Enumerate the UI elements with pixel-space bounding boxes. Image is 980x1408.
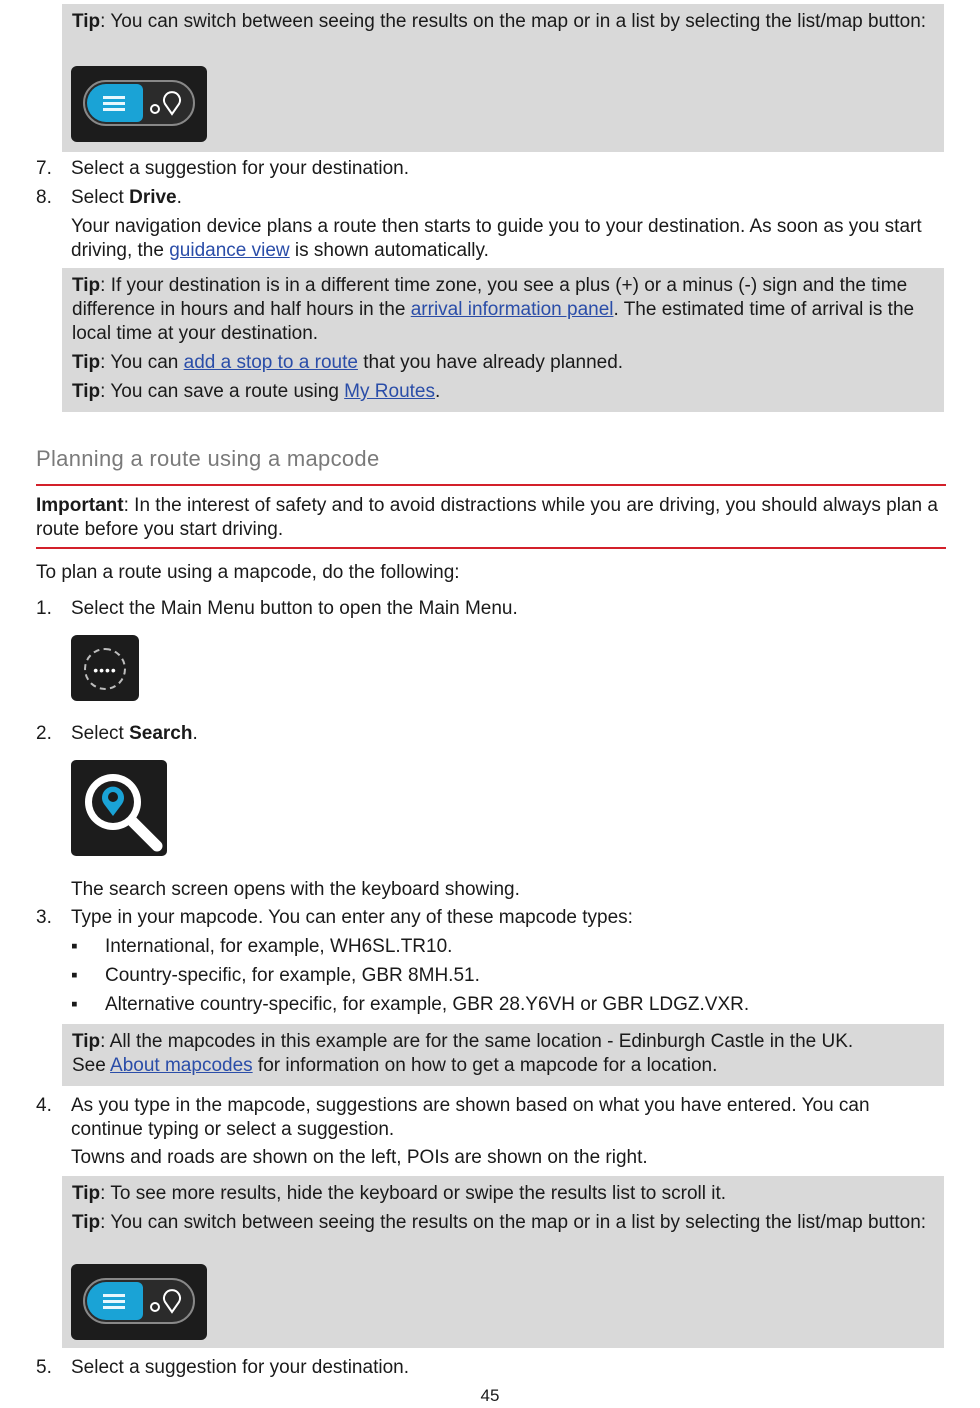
important-note: Important: In the interest of safety and to avoid distractions while you are driving, you should always plan a route before you start driving. — [36, 495, 938, 540]
tip-text: Tip: You can add a stop to a route that you have already planned. — [72, 352, 624, 373]
guidance-view-link[interactable]: guidance view — [169, 240, 290, 261]
tip-text: Tip: To see more results, hide the keyboard or swipe the results list to scroll it. — [72, 1183, 727, 1204]
list-map-toggle-icon — [83, 80, 195, 126]
step-text: Select Drive. — [71, 187, 182, 208]
step-number: 1. — [36, 598, 52, 619]
step-number: 8. — [36, 187, 52, 208]
intro-text: To plan a route using a mapcode, do the following: — [36, 562, 460, 583]
list-item: International, for example, WH6SL.TR10. — [105, 936, 453, 957]
bullet-marker: ▪ — [71, 994, 78, 1015]
step-text: Select Search. — [71, 723, 198, 744]
my-routes-link[interactable]: My Routes — [344, 381, 435, 402]
step-number: 4. — [36, 1095, 52, 1116]
page-number: 45 — [480, 1386, 500, 1405]
step-detail: Your navigation device plans a route then starts to guide you to your destination. As soon as you start driving, the guidance view is shown automatically. — [71, 216, 922, 261]
step-detail: The search screen opens with the keyboard showing. — [71, 879, 520, 900]
step-text: Select a suggestion for your destination. — [71, 158, 409, 179]
step-detail: Towns and roads are shown on the left, POIs are shown on the right. — [71, 1147, 648, 1168]
list-item: Alternative country-specific, for example, GBR 28.Y6VH or GBR LDGZ.VXR. — [105, 994, 750, 1015]
step-text: Select the Main Menu button to open the Main Menu. — [71, 598, 518, 619]
tip-box — [62, 1024, 944, 1086]
list-map-toggle-icon — [83, 1278, 195, 1324]
divider — [36, 484, 946, 486]
step-text: Select a suggestion for your destination. — [71, 1357, 409, 1378]
tip-text: Tip: You can switch between seeing the results on the map or in a list by selecting the list/map button: — [72, 11, 927, 32]
step-text: Type in your mapcode. You can enter any of these mapcode types: — [71, 907, 633, 928]
list-item: Country-specific, for example, GBR 8MH.51. — [105, 965, 480, 986]
step-number: 3. — [36, 907, 52, 928]
section-heading: Planning a route using a mapcode — [36, 446, 380, 471]
step-text: As you type in the mapcode, suggestions are shown based on what you have entered. You can continue typing or select a suggestion. — [71, 1095, 870, 1140]
divider — [36, 547, 946, 549]
list-map-button[interactable] — [71, 66, 207, 142]
bullet-marker: ▪ — [71, 965, 78, 986]
main-menu-button[interactable]: •••• — [71, 635, 139, 701]
list-map-button[interactable] — [71, 1264, 207, 1340]
tip-text: Tip: If your destination is in a different time zone, you see a plus (+) or a minus (-) sign and the time difference in hours and half hours in the arrival information panel. The estimated time of arrival is the local time at your destination. — [72, 275, 915, 344]
search-icon — [71, 760, 167, 856]
about-mapcodes-link[interactable]: About mapcodes — [110, 1055, 253, 1076]
step-number: 2. — [36, 723, 52, 744]
search-button[interactable] — [71, 760, 167, 856]
step-number: 7. — [36, 158, 52, 179]
tip-text: Tip: You can switch between seeing the results on the map or in a list by selecting the list/map button: — [72, 1212, 927, 1233]
tip-text: Tip: All the mapcodes in this example are for the same location - Edinburgh Castle in the UK. See About mapcodes for information on how to get a mapcode for a location. — [72, 1031, 854, 1076]
bullet-marker: ▪ — [71, 936, 78, 957]
arrival-information-panel-link[interactable]: arrival information panel — [410, 299, 614, 320]
step-number: 5. — [36, 1357, 52, 1378]
add-stop-link[interactable]: add a stop to a route — [183, 352, 358, 373]
tip-text: Tip: You can save a route using My Routes. — [72, 381, 441, 402]
tip-box — [62, 268, 944, 412]
